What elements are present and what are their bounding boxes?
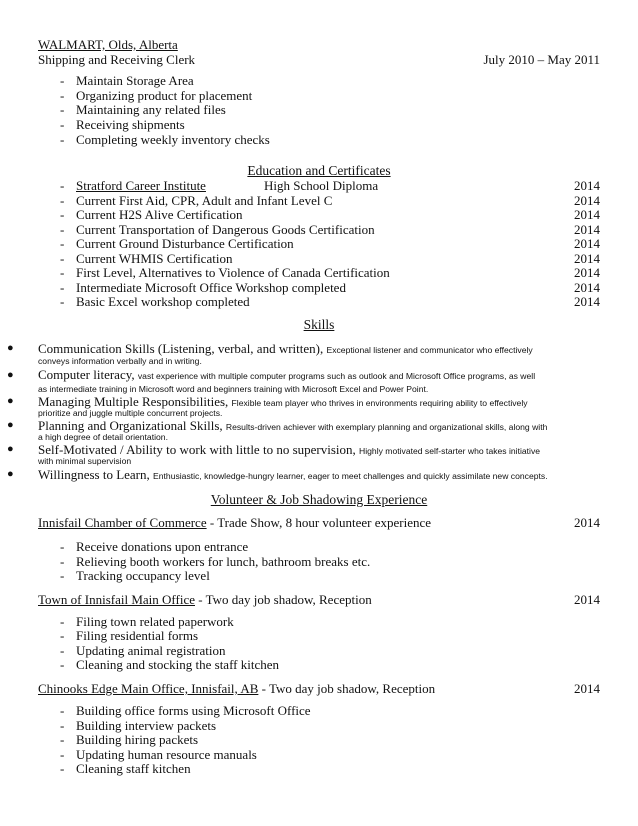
volunteer-year: 2014 [574,592,600,607]
duty-item: Filing town related paperwork [76,614,234,629]
walmart-employer: WALMART, Olds, Alberta [38,37,178,52]
duty-item: Receiving shipments [76,117,185,132]
dash: - [60,703,65,718]
skill-item: Willingness to Learn, Enthusiastic, knowledge-hungry learner, eager to meet challenges and quickly assimilate new concepts. [38,467,548,482]
duty-item: Cleaning staff kitchen [76,761,191,776]
skill-item: Computer literacy, vast experience with multiple computer programs such as outlook and Microsoft Office programs, as well [38,367,536,382]
duty-item: Relieving booth workers for lunch, bathroom breaks etc. [76,554,371,569]
bullet-icon: ● [7,443,14,455]
duty-item: Receive donations upon entrance [76,539,249,554]
dash: - [60,761,65,776]
bullet-icon: ● [7,468,14,480]
volunteer-heading: Volunteer & Job Shadowing Experience [210,492,428,507]
bullet-icon: ● [7,395,14,407]
dash: - [60,73,65,88]
education-year: 2014 [574,178,600,193]
dash: - [60,280,65,295]
bullet-icon: ● [7,369,14,381]
bullet-icon: ● [7,419,14,431]
education-detail: High School Diploma [264,178,379,193]
duty-item: Updating human resource manuals [76,747,257,762]
dash: - [60,193,65,208]
dash: - [60,265,65,280]
duty-item: Completing weekly inventory checks [76,132,270,147]
dash: - [60,718,65,733]
education-name: Current H2S Alive Certification [76,207,243,222]
duty-item: Organizing product for placement [76,88,253,103]
dash: - [60,222,65,237]
education-year: 2014 [574,222,600,237]
volunteer-year: 2014 [574,681,600,696]
duty-item: Building office forms using Microsoft Office [76,703,311,718]
duty-item: Building hiring packets [76,732,199,747]
duty-item: Building interview packets [76,718,217,733]
education-name: Basic Excel workshop completed [76,294,250,309]
walmart-dates: July 2010 – May 2011 [483,52,600,67]
education-name: Current Ground Disturbance Certification [76,236,294,251]
duty-item: Cleaning and stocking the staff kitchen [76,657,280,672]
duty-item: Filing residential forms [76,628,199,643]
dash: - [60,236,65,251]
skill-desc: conveys information verbally and in writing. [38,356,202,366]
education-year: 2014 [574,280,600,295]
duty-item: Maintain Storage Area [76,73,194,88]
bullet-icon: ● [7,342,14,354]
education-year: 2014 [574,251,600,266]
skills-heading: Skills [303,317,335,332]
dash: - [60,132,65,147]
dash: - [60,294,65,309]
volunteer-title: Innisfail Chamber of Commerce - Trade Show, 8 hour volunteer experience [38,515,432,530]
skill-desc: with minimal supervision [38,456,132,466]
dash: - [60,539,65,554]
dash: - [60,117,65,132]
duty-item: Tracking occupancy level [76,568,210,583]
dash: - [60,568,65,583]
education-name: Stratford Career Institute [76,178,206,193]
education-name: Intermediate Microsoft Office Workshop completed [76,280,346,295]
dash: - [60,251,65,266]
dash: - [60,554,65,569]
dash: - [60,643,65,658]
dash: - [60,657,65,672]
skill-item: Communication Skills (Listening, verbal, and written), Exceptional listener and communicator who effectively [38,341,533,356]
skill-desc: prioritize and juggle multiple concurrent projects. [38,408,223,418]
skill-item: Self-Motivated / Ability to work with little to no supervision, Highly motivated self-starter who takes initiative [38,442,541,457]
education-year: 2014 [574,236,600,251]
volunteer-year: 2014 [574,515,600,530]
dash: - [60,732,65,747]
dash: - [60,614,65,629]
dash: - [60,178,65,193]
skill-item: Planning and Organizational Skills, Results-driven achiever with exemplary planning and organizational skills, along with [38,418,548,433]
skill-item: Managing Multiple Responsibilities, Flexible team player who thrives in environments requiring ability to effectively [38,394,528,409]
dash: - [60,747,65,762]
dash: - [60,102,65,117]
duty-item: Updating animal registration [76,643,226,658]
education-name: First Level, Alternatives to Violence of Canada Certification [76,265,390,280]
education-name: Current First Aid, CPR, Adult and Infant Level C [76,193,333,208]
dash: - [60,88,65,103]
volunteer-title: Town of Innisfail Main Office - Two day job shadow, Reception [38,592,372,607]
education-year: 2014 [574,265,600,280]
walmart-position: Shipping and Receiving Clerk [38,52,196,67]
skill-desc: a high degree of detail orientation. [38,432,168,442]
volunteer-title: Chinooks Edge Main Office, Innisfail, AB - Two day job shadow, Reception [38,681,436,696]
skill-desc: as intermediate training in Microsoft word and beginners training with Microsoft Excel and Power Point. [38,384,429,394]
education-name: Current WHMIS Certification [76,251,233,266]
education-heading: Education and Certificates [247,163,391,178]
education-year: 2014 [574,207,600,222]
education-year: 2014 [574,193,600,208]
education-name: Current Transportation of Dangerous Goods Certification [76,222,375,237]
education-year: 2014 [574,294,600,309]
duty-item: Maintaining any related files [76,102,226,117]
dash: - [60,628,65,643]
dash: - [60,207,65,222]
